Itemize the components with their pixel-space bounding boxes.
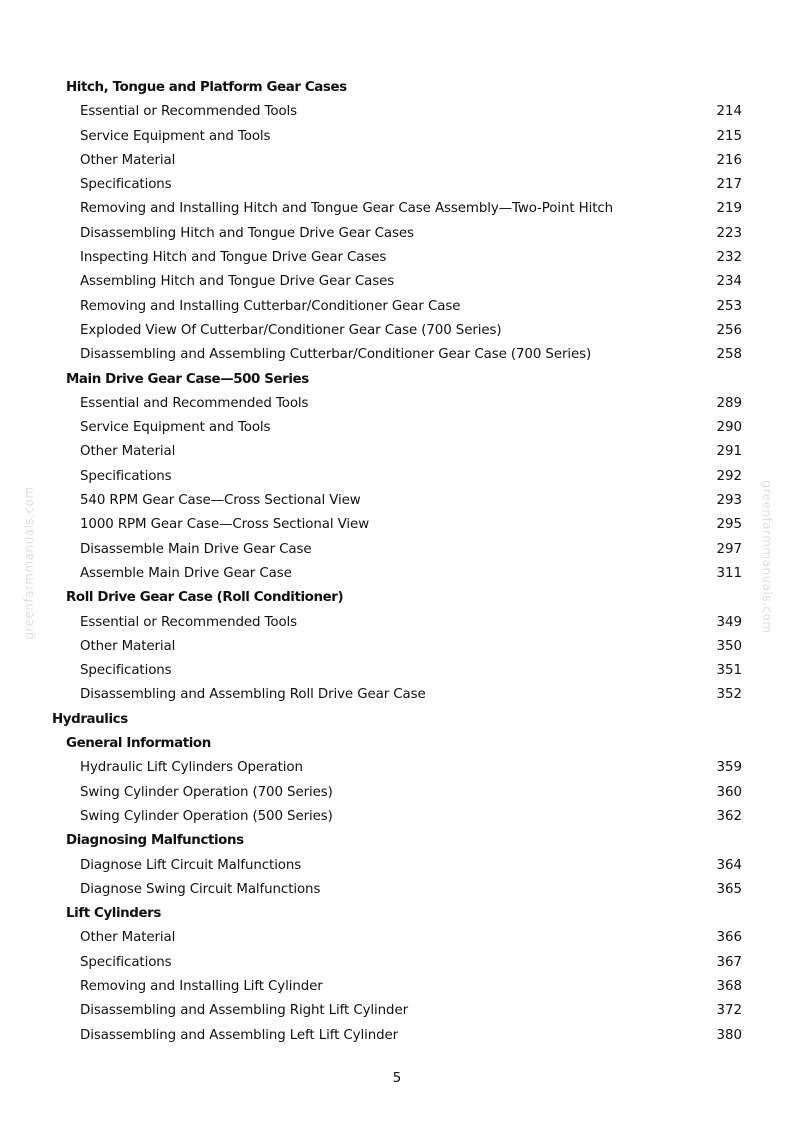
toc-entry-page: 380: [716, 1027, 742, 1043]
toc-entry[interactable]: [0, 295, 794, 319]
toc-entry[interactable]: [0, 246, 794, 270]
toc-entry[interactable]: [0, 125, 794, 149]
toc-entry[interactable]: [0, 854, 794, 878]
toc-entry-page: 372: [716, 1003, 742, 1019]
toc-entry[interactable]: [0, 781, 794, 805]
toc-entry[interactable]: [0, 100, 794, 124]
toc-entry[interactable]: [0, 951, 794, 975]
toc-entry-title: Disassemble Main Drive Gear Case: [80, 541, 312, 557]
toc-entry-title: Other Material: [80, 152, 176, 168]
watermark-left: greenfarmmanuals.com: [22, 486, 36, 640]
toc-entry-page: 295: [716, 517, 742, 533]
toc-entry[interactable]: [0, 465, 794, 489]
toc-entry-title: Diagnosing Malfunctions: [66, 833, 244, 849]
toc-entry-page: 258: [716, 347, 742, 363]
toc-entry[interactable]: [0, 635, 794, 659]
toc-entry-title: Essential and Recommended Tools: [80, 395, 309, 411]
toc-entry-title: Disassembling and Assembling Right Lift Cylinder: [80, 1003, 408, 1019]
toc-entry-title: Disassembling and Assembling Cutterbar/Conditioner Gear Case (700 Series): [80, 347, 592, 363]
toc-entry[interactable]: [0, 270, 794, 294]
toc-entry-title: Removing and Installing Hitch and Tongue Gear Case Assembly—Two-Point Hitch: [80, 201, 614, 217]
toc-entry-page: 292: [716, 468, 742, 484]
toc-entry-title: Assembling Hitch and Tongue Drive Gear Cases: [80, 274, 395, 290]
toc-entry[interactable]: [0, 392, 794, 416]
toc-entry-page: 256: [716, 322, 742, 338]
toc-entry-title: Diagnose Lift Circuit Malfunctions: [80, 857, 302, 873]
toc-entry[interactable]: [0, 440, 794, 464]
toc-entry-page: 364: [716, 857, 742, 873]
toc-entry[interactable]: [0, 197, 794, 221]
toc-entry[interactable]: [0, 513, 794, 537]
toc-entry[interactable]: [0, 926, 794, 950]
toc-entry-page: 290: [716, 420, 742, 436]
toc-entry-page: 214: [716, 104, 742, 120]
toc-entry-title: Other Material: [80, 444, 176, 460]
toc-entry-title: Other Material: [80, 930, 176, 946]
toc-entry-title: Removing and Installing Cutterbar/Conditioner Gear Case: [80, 298, 461, 314]
toc-entry[interactable]: [0, 878, 794, 902]
toc-entry[interactable]: [0, 319, 794, 343]
toc-entry-page: 350: [716, 638, 742, 654]
toc-entry[interactable]: [0, 805, 794, 829]
toc-entry-page: 351: [716, 663, 742, 679]
toc-section-heading[interactable]: [0, 368, 794, 392]
toc-chapter-heading[interactable]: [0, 708, 794, 732]
toc-entry-page: 311: [716, 565, 742, 581]
toc-entry-page: 359: [716, 760, 742, 776]
toc-entry-page: 362: [716, 808, 742, 824]
toc-entry-title: Roll Drive Gear Case (Roll Conditioner): [66, 590, 344, 606]
toc-entry[interactable]: [0, 975, 794, 999]
toc-entry-title: Specifications: [80, 663, 172, 679]
toc-entry-page: 219: [716, 201, 742, 217]
toc-entry-title: Swing Cylinder Operation (500 Series): [80, 808, 333, 824]
toc-section-heading[interactable]: [0, 732, 794, 756]
toc-entry-page: 365: [716, 881, 742, 897]
toc-entry-page: 367: [716, 954, 742, 970]
toc-entry-title: Exploded View Of Cutterbar/Conditioner Gear Case (700 Series): [80, 322, 502, 338]
toc-entry-title: Other Material: [80, 638, 176, 654]
toc-entry-title: Disassembling and Assembling Roll Drive Gear Case: [80, 687, 426, 703]
toc-entry[interactable]: [0, 489, 794, 513]
toc-entry-page: 297: [716, 541, 742, 557]
toc-entry-page: 217: [716, 177, 742, 193]
toc-entry-title: Swing Cylinder Operation (700 Series): [80, 784, 333, 800]
toc-entry-page: 349: [716, 614, 742, 630]
toc-entry-title: Hitch, Tongue and Platform Gear Cases: [66, 80, 347, 95]
toc-entry-page: 293: [716, 493, 742, 509]
toc-entry-title: Hydraulics: [52, 711, 128, 727]
table-of-contents: [0, 76, 794, 1048]
toc-entry[interactable]: [0, 683, 794, 707]
toc-entry-page: 291: [716, 444, 742, 460]
toc-entry-title: Diagnose Swing Circuit Malfunctions: [80, 881, 321, 897]
toc-entry-page: 360: [716, 784, 742, 800]
toc-entry[interactable]: [0, 659, 794, 683]
toc-entry-title: Specifications: [80, 177, 172, 193]
toc-entry-page: 234: [716, 274, 742, 290]
toc-entry[interactable]: [0, 611, 794, 635]
toc-entry[interactable]: [0, 756, 794, 780]
toc-entry[interactable]: [0, 173, 794, 197]
toc-entry[interactable]: [0, 1024, 794, 1048]
toc-entry-page: 253: [716, 298, 742, 314]
toc-entry-page: 366: [716, 930, 742, 946]
toc-entry-title: Main Drive Gear Case—500 Series: [66, 371, 309, 387]
toc-entry-title: Specifications: [80, 468, 172, 484]
page-number: 5: [392, 1071, 402, 1086]
toc-entry[interactable]: [0, 999, 794, 1023]
toc-entry-title: General Information: [66, 736, 211, 752]
toc-entry-title: Inspecting Hitch and Tongue Drive Gear Cases: [80, 250, 387, 266]
toc-entry[interactable]: [0, 343, 794, 367]
toc-section-heading[interactable]: [0, 76, 794, 100]
toc-entry-title: Essential or Recommended Tools: [80, 614, 298, 630]
toc-entry[interactable]: [0, 149, 794, 173]
toc-entry-title: Disassembling Hitch and Tongue Drive Gear Cases: [80, 225, 414, 241]
toc-entry[interactable]: [0, 562, 794, 586]
toc-entry-title: 1000 RPM Gear Case—Cross Sectional View: [80, 517, 370, 533]
toc-entry-title: Service Equipment and Tools: [80, 420, 271, 436]
toc-entry-title: Assemble Main Drive Gear Case: [80, 565, 292, 581]
toc-entry-page: 232: [716, 250, 742, 266]
toc-entry-title: Disassembling and Assembling Left Lift Cylinder: [80, 1027, 399, 1043]
toc-entry-page: 223: [716, 225, 742, 241]
toc-entry-title: Removing and Installing Lift Cylinder: [80, 978, 323, 994]
toc-section-heading[interactable]: [0, 829, 794, 853]
toc-entry[interactable]: [0, 416, 794, 440]
toc-entry-title: Essential or Recommended Tools: [80, 104, 298, 120]
toc-entry-page: 289: [716, 395, 742, 411]
toc-entry-title: Hydraulic Lift Cylinders Operation: [80, 760, 303, 776]
toc-entry-page: 368: [716, 978, 742, 994]
toc-entry-page: 352: [716, 687, 742, 703]
toc-entry-page: 215: [716, 128, 742, 144]
toc-section-heading[interactable]: [0, 902, 794, 926]
toc-entry-title: Lift Cylinders: [66, 906, 161, 922]
watermark-right: greenfarmmanuals.com: [760, 480, 774, 634]
toc-entry[interactable]: [0, 222, 794, 246]
toc-entry-title: Specifications: [80, 954, 172, 970]
toc-entry-page: 216: [716, 152, 742, 168]
toc-entry[interactable]: [0, 538, 794, 562]
toc-entry-title: 540 RPM Gear Case—Cross Sectional View: [80, 493, 361, 509]
toc-section-heading[interactable]: [0, 586, 794, 610]
toc-entry-title: Service Equipment and Tools: [80, 128, 271, 144]
